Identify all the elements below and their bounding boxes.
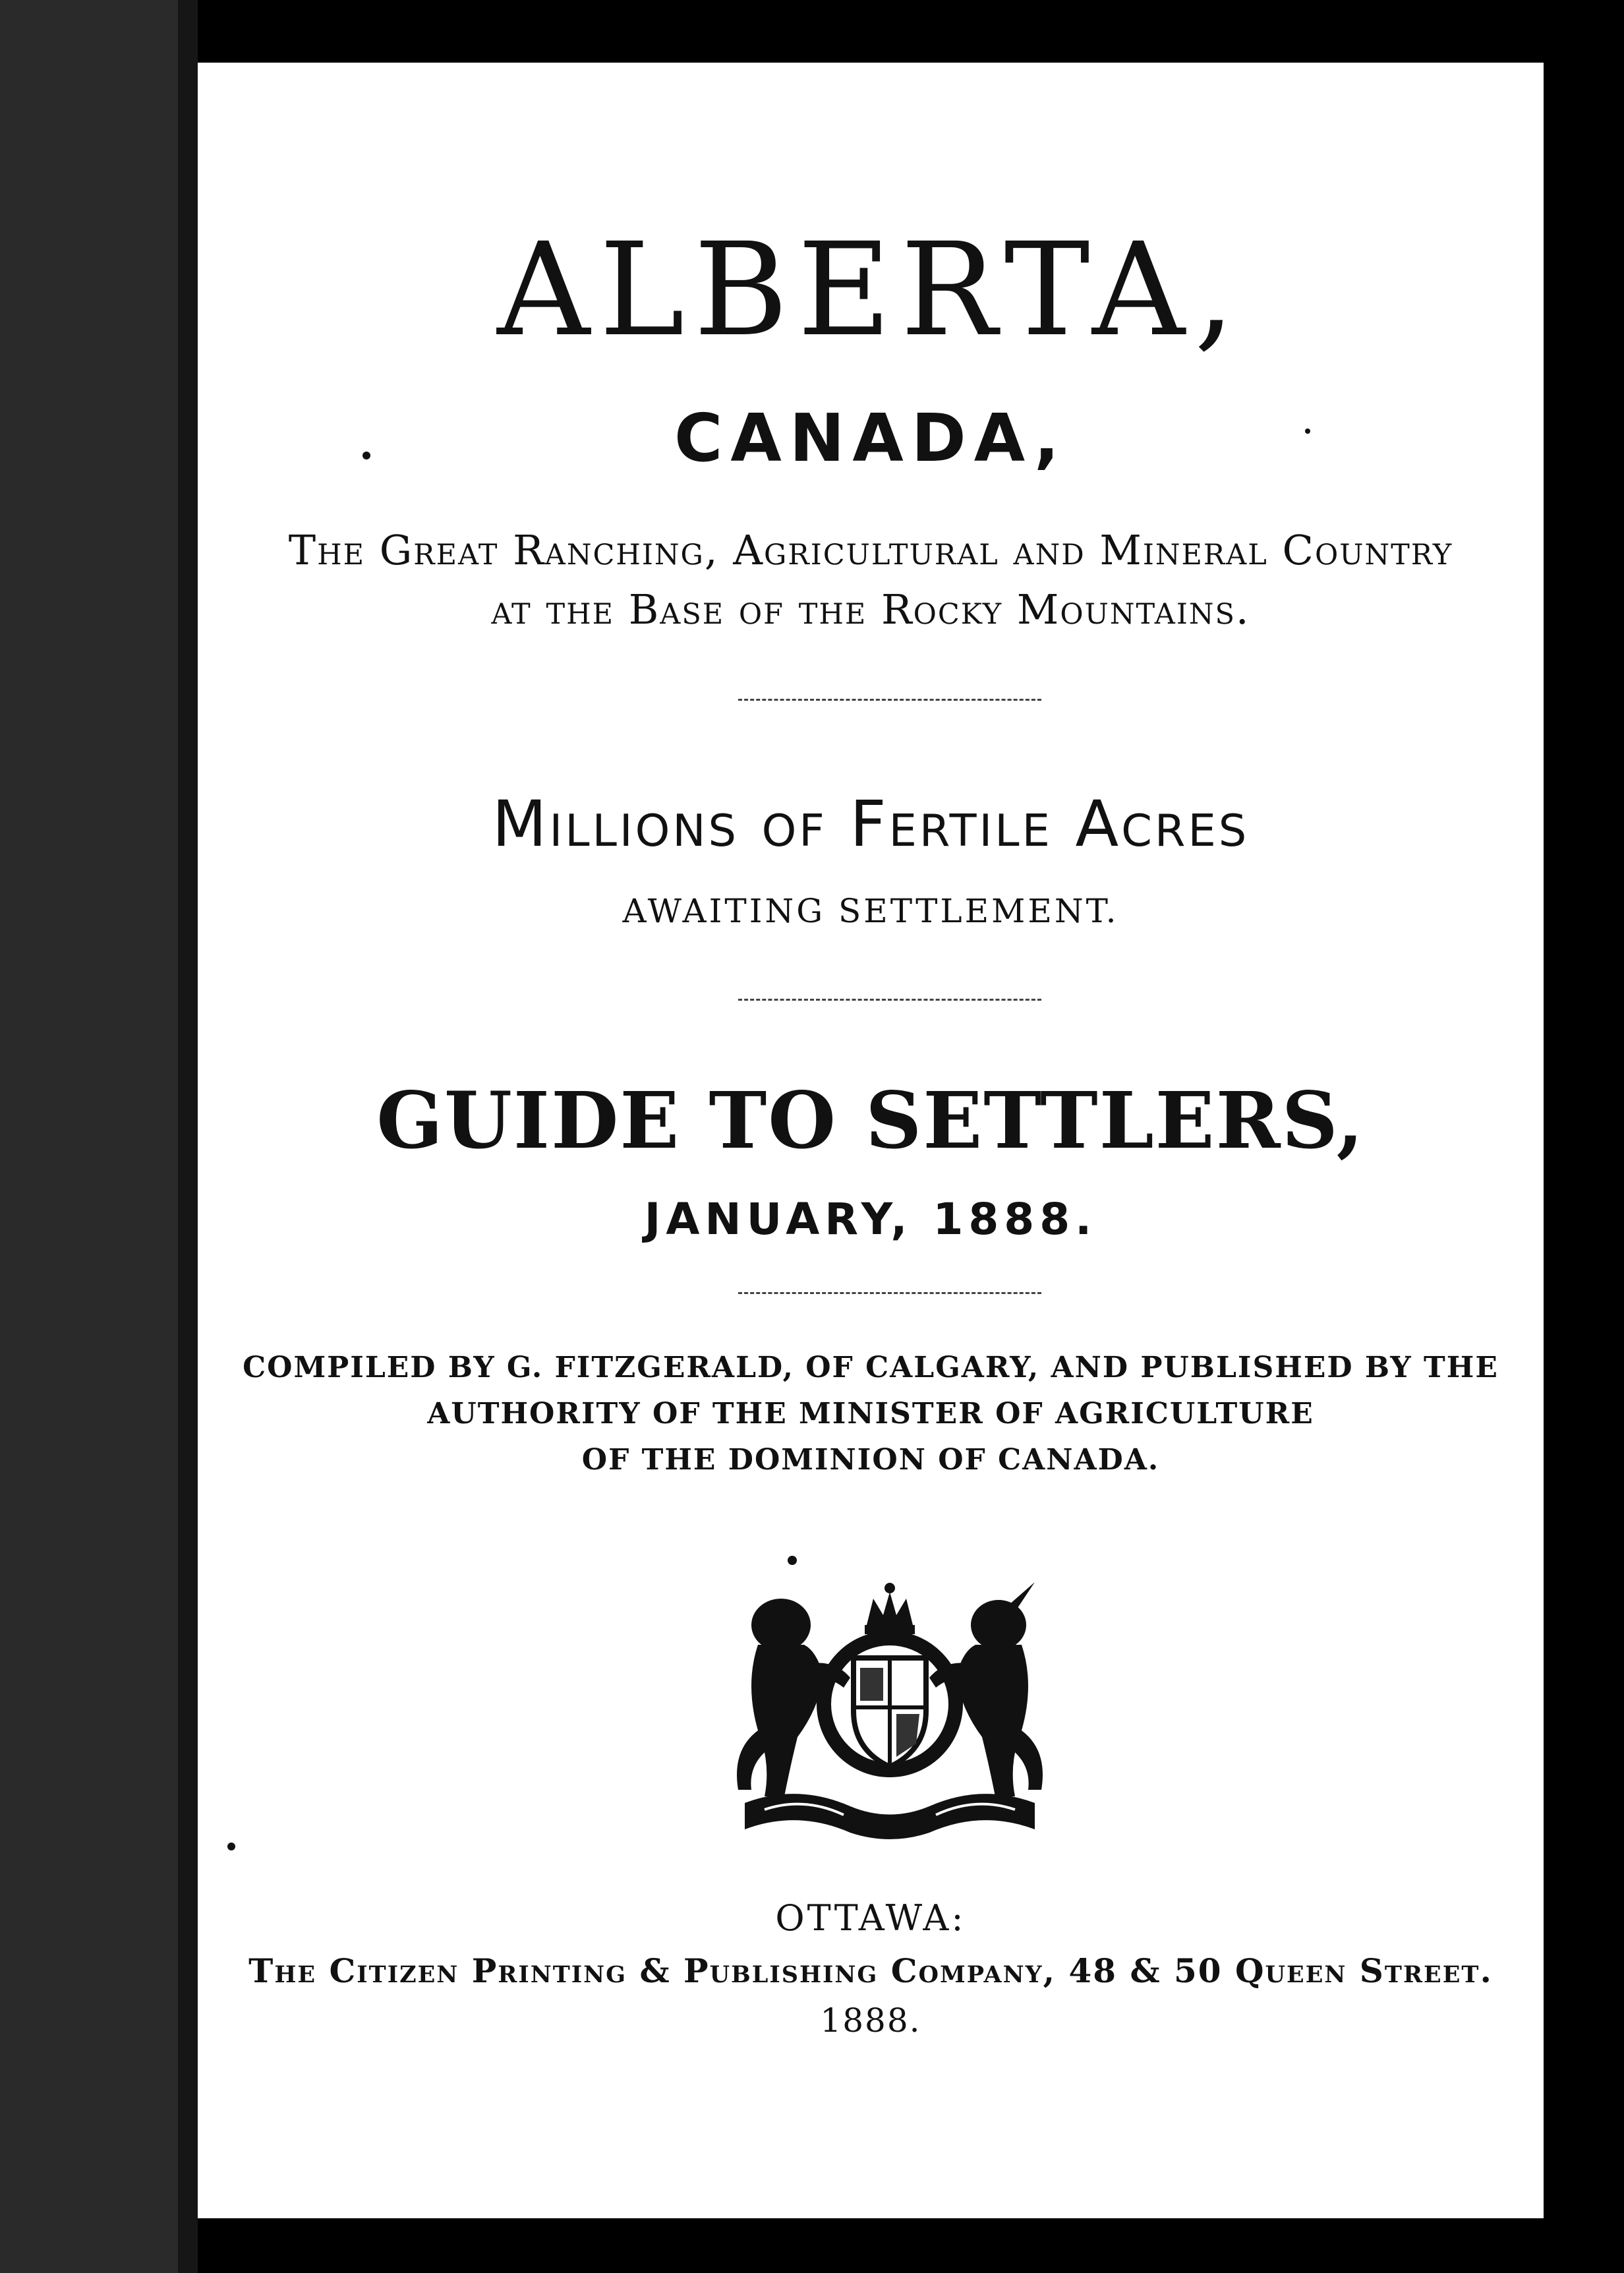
divider-rule [738,699,1041,701]
tagline-line-1: The Great Ranching, Agricultural and Mineral Country [288,526,1453,574]
credit-line-2: AUTHORITY OF THE MINISTER OF AGRICULTURE [427,1397,1314,1431]
ink-speck [1305,428,1310,434]
headline-sub: AWAITING SETTLEMENT. [622,892,1119,930]
imprint-publisher: The Citizen Printing & Publishing Company, 48 & 50 Queen Street. [248,1951,1493,1990]
imprint-city: OTTAWA: [775,1897,966,1939]
main-title: ALBERTA, [497,215,1244,365]
subtitle: CANADA, [674,399,1068,477]
publication-date: JANUARY, 1888. [644,1194,1097,1245]
ink-speck [788,1556,797,1565]
divider-rule [738,1292,1041,1294]
credit-line-1: COMPILED BY G. FITZGERALD, OF CALGARY, AND PUBLISHED BY THE [243,1351,1499,1384]
headline: Millions of Fertile Acres [492,787,1250,861]
guide-title: GUIDE TO SETTLERS, [376,1075,1365,1166]
divider-rule [738,999,1041,1001]
book-spine [0,0,198,2273]
ink-speck [362,452,370,459]
tagline-line-2: at the Base of the Rocky Mountains. [491,585,1250,634]
credit-line-3: OF THE DOMINION OF CANADA. [581,1443,1160,1477]
title-page [198,63,1544,2218]
royal-coat-of-arms-icon [718,1579,1061,1843]
ink-speck [227,1843,235,1850]
imprint-year: 1888. [820,2001,921,2040]
spine-edge [178,0,198,2273]
